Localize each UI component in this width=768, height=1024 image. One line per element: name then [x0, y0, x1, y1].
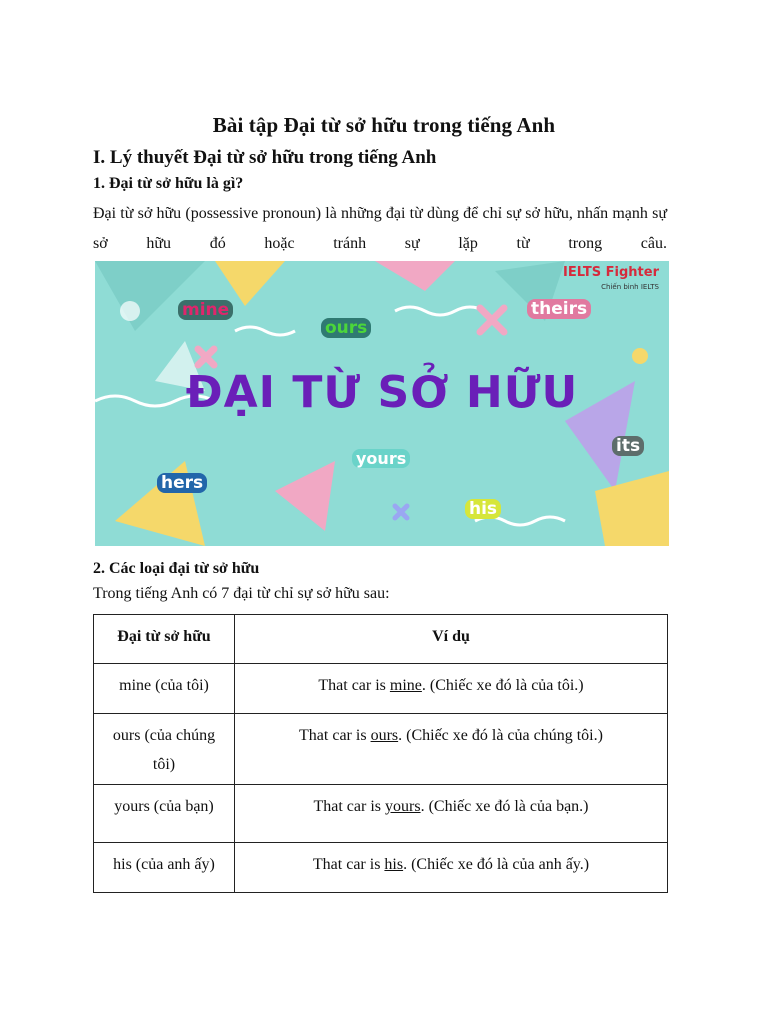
banner-heading: ĐẠI TỪ SỞ HỮU: [185, 367, 579, 418]
word-hers: hers: [157, 473, 207, 493]
pronoun-cell: mine (của tôi): [94, 664, 235, 714]
example-cell: That car is yours. (Chiếc xe đó là của bạn.): [235, 785, 668, 843]
types-intro-line: Trong tiếng Anh có 7 đại từ chỉ sự sở hữu sau:: [93, 585, 390, 602]
possessive-pronoun-banner-image: [95, 261, 669, 546]
subheading-types: 2. Các loại đại từ sở hữu: [93, 560, 260, 577]
header-pronoun: Đại từ sở hữu: [94, 615, 235, 664]
document-title: Bài tập Đại từ sở hữu trong tiếng Anh: [212, 113, 556, 137]
pronoun-cell: ours (của chúng tôi): [94, 714, 235, 785]
table-row: [94, 843, 668, 893]
pronoun-table: [93, 614, 668, 893]
word-ours: ours: [321, 318, 371, 338]
definition-paragraph: Đại từ sở hữu (possessive pronoun) là những đại từ dùng để chỉ sự sở hữu, nhấn mạnh sự sở hữu đó hoặc tránh sự lặp từ trong câu.: [93, 205, 667, 252]
ielts-fighter-logo: [563, 266, 659, 294]
table-header-row: [94, 615, 668, 664]
logo-subtext: Chiến binh IELTS: [601, 283, 659, 291]
example-cell: That car is mine. (Chiếc xe đó là của tôi.): [235, 664, 668, 714]
pronoun-cell: yours (của bạn): [94, 785, 235, 843]
pronoun-cell: his (của anh ấy): [94, 843, 235, 893]
word-yours: yours: [352, 449, 410, 468]
example-cell: That car is his. (Chiếc xe đó là của anh ấy.): [235, 843, 668, 893]
subheading-definition: 1. Đại từ sở hữu là gì?: [93, 175, 244, 192]
word-theirs: theirs: [527, 299, 591, 319]
table-row: [94, 785, 668, 843]
section-heading-theory: I. Lý thuyết Đại từ sở hữu trong tiếng Anh: [93, 147, 437, 168]
logo-text: IELTS Fighter: [563, 265, 659, 280]
header-example: Ví dụ: [235, 615, 668, 664]
word-mine: mine: [178, 300, 233, 320]
table-row: [94, 664, 668, 714]
example-cell: That car is ours. (Chiếc xe đó là của chúng tôi.): [235, 714, 668, 785]
word-its: its: [612, 436, 644, 456]
word-his: his: [465, 499, 501, 519]
table-row: [94, 714, 668, 785]
